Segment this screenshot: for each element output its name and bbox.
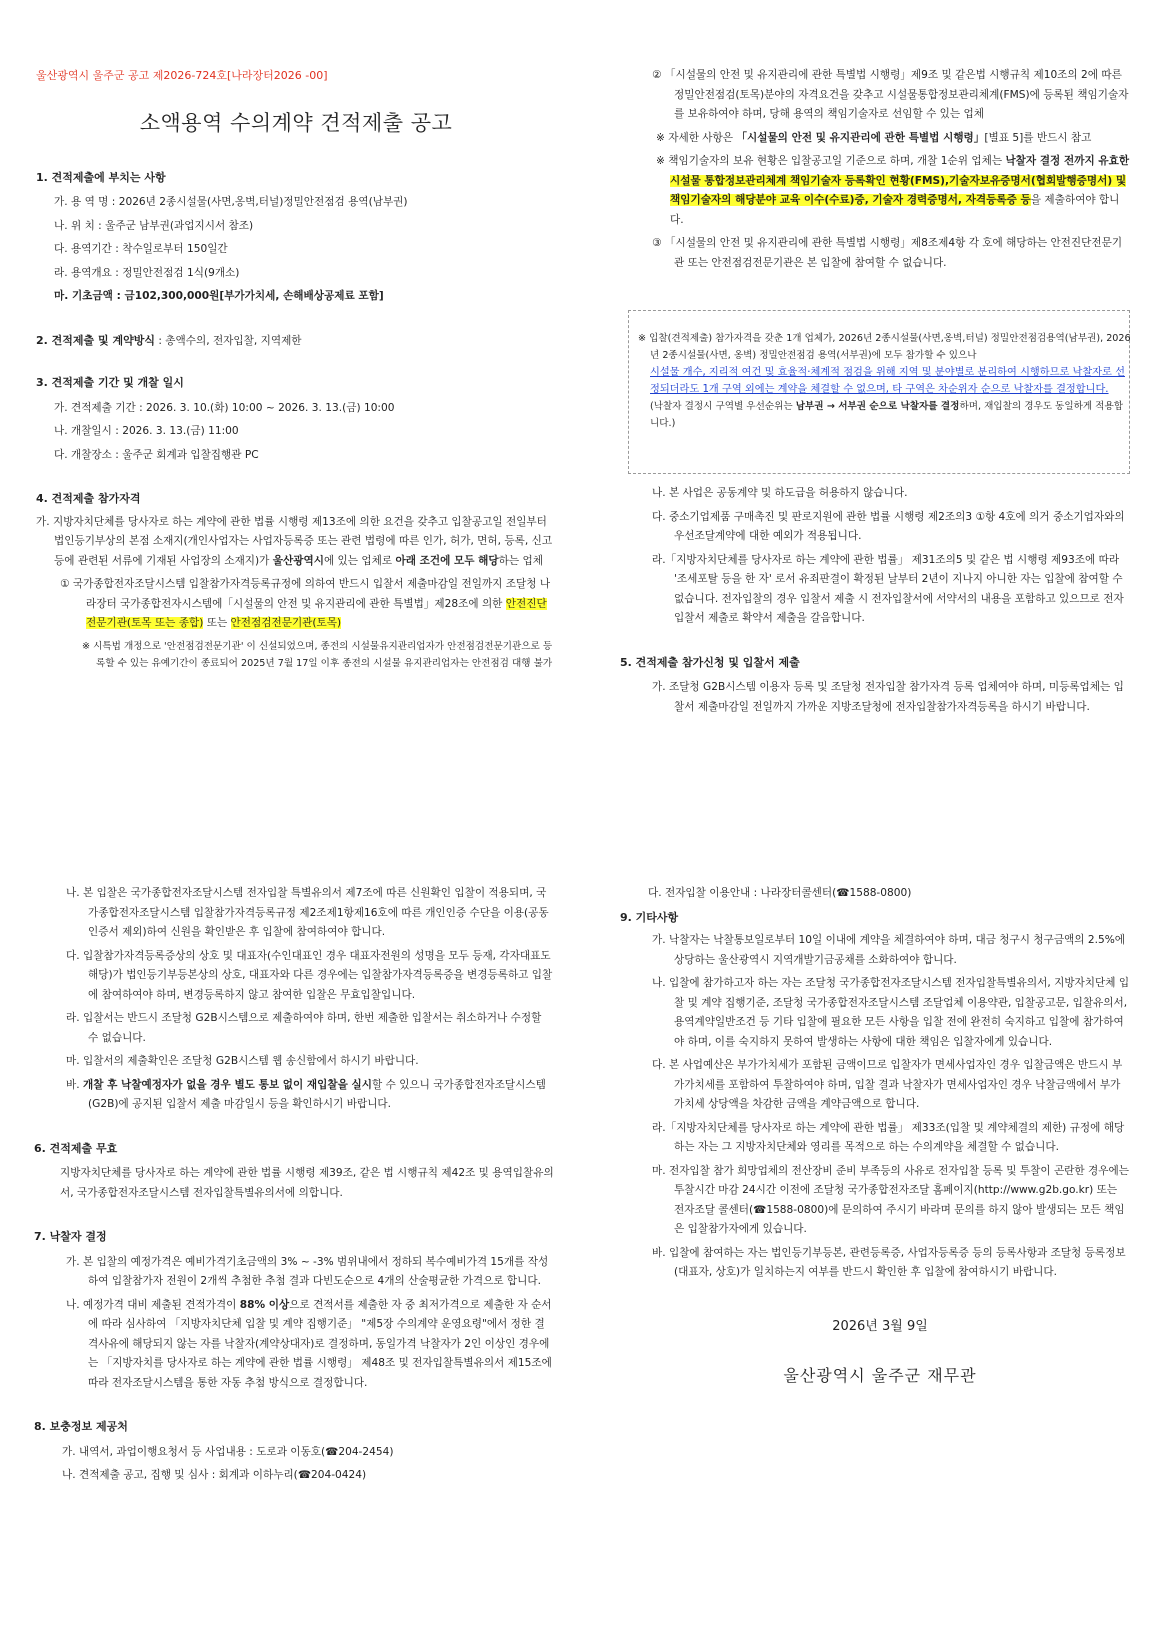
box-blue-text: 시설물 개수, 지리적 여건 및 효율적·체계적 점검을 위해 지역 및 분야별로 분리하여 시행하므로 낙찰자로 선정되더라도 1개 구역 외에는 계약을 체결할 수 없으며, 타 구역은 차순위자 순으로 낙찰자를 결정합니다.	[650, 367, 1125, 395]
section-2	[36, 331, 556, 352]
note1-law: 「시설물의 안전 및 유지관리에 관한 특별법 시행령」	[736, 131, 985, 144]
s4-ga-text: 가. 지방자치단체를 당사자로 하는 계약에 관한 법률 시행령 제13조에 의한 요건을 갖추고 입찰공고일 전일부터 법인등기부상의 본점 소재지(개인사업자는 사업자등록증 또는 관련 법령에 따른 인가, 허가, 면허, 등록, 신고 등에 관련된 서류에 기재된 사업장의 소재지)가	[36, 515, 553, 567]
s4-ra: 라.「지방자치단체를 당사자로 하는 계약에 관한 법률」 제31조의5 및 같은 법 시행령 제93조에 따라 '조세포탈 등을 한 자' 로서 유죄판결이 확정된 날부터 2년이 지나지 아니한 자는 입찰에 참여할 수 없습니다. 전자입찰의 경우 입찰서 제출 시 전자입찰서에 서약서의 내용을 포함하고 있으므로 전자입찰서 제출로 확약서 제출을 갈음합니다.	[652, 553, 1124, 624]
s7-na-bold: 88% 이상	[239, 1298, 290, 1311]
s9-ga: 가. 낙찰자는 낙찰통보일로부터 10일 이내에 계약을 체결하여야 하며, 대금 청구시 청구금액의 2.5%에 상당하는 울산광역시 지역개발기금공채를 소화하여야 합니다.	[652, 934, 1126, 966]
s3-item: 가. 견적제출 기간 : 2026. 3. 10.(화) 10:00 ~ 2026. 3. 13.(금) 10:00	[54, 401, 395, 414]
top-left-column	[36, 66, 556, 672]
section-3-heading: 3. 견적제출 기간 및 개찰 일시	[36, 376, 184, 389]
section-5-heading: 5. 견적제출 참가신청 및 입찰서 제출	[620, 655, 800, 669]
s5-ba-bold: 개찰 후 낙찰예정자가 없을 경우 별도 통보 없이 재입찰을 실시	[82, 1078, 372, 1091]
s4-da: 다. 중소기업제품 구매촉진 및 판로지원에 관한 법률 시행령 제2조의3 ①항 4호에 의거 중소기업자와의 우선조달계약에 대한 예외가 적용됩니다.	[652, 510, 1125, 542]
s4-condition-1-note: ※ 시특법 개정으로 '안전점검전문기관' 이 신설되었으며, 종전의 시설물유지관리업자가 안전점검전문기관으로 등록할 수 있는 유예기간이 종료되어 2025년 7월 17일 이후 종전의 시설물 유지관리업자는 안전점검 대행 불가	[82, 640, 553, 669]
note2-text2: 을 제출하여야 합니다.	[670, 194, 1120, 226]
notice-box-content	[638, 330, 1132, 432]
box-text: ※ 입찰(견적제출) 참가자격을 갖춘 1개 업체가, 2026년 2종시설물(사면,옹벽,터널) 정밀안전점검용역(남부권), 2026년 2종시설물(사면, 옹벽) 정밀안전점검 용역(서부권)에 모두 참가할 수 있으나	[638, 333, 1131, 361]
s5-ba-prefix: 바.	[66, 1078, 83, 1091]
s1-item-base-amount: 마. 기초금액 : 금102,300,000원[부가가치세, 손해배상공제료 포함]	[54, 290, 384, 302]
notice-number: 울산광역시 울주군 공고 제2026-724호[나라장터2026 -00]	[36, 69, 328, 82]
box-order: 남부권 → 서부권 순으로 낙찰자를 결정	[795, 401, 960, 412]
section-1-heading: 1. 견적제출에 부치는 사항	[36, 170, 166, 184]
s4-condition-3: ③ 「시설물의 안전 및 유지관리에 관한 특별법 시행령」제8조제4항 각 호에 해당하는 안전진단전문기관 또는 안전점검전문기관은 본 입찰에 참여할 수 없습니다.	[652, 237, 1123, 269]
s1-item: 라. 용역개요 : 정밀안전점검 1식(9개소)	[54, 266, 240, 279]
section-4-heading: 4. 견적제출 참가자격	[36, 492, 141, 505]
s1-item: 다. 용역기간 : 착수일로부터 150일간	[54, 243, 228, 255]
s1-item: 가. 용 역 명 : 2026년 2종시설물(사면,옹벽,터널)정밀안전점검 용역(남부권)	[54, 196, 408, 208]
s5-ma: 마. 입찰서의 제출확인은 조달청 G2B시스템 웹 송신함에서 하시기 바랍니다.	[66, 1055, 419, 1067]
s8-item: 나. 견적제출 공고, 집행 및 심사 : 회계과 이하누리(☎204-0424)	[62, 1469, 367, 1481]
box-text2: (낙찰자 결정시 구역별 우선순위는	[650, 401, 796, 412]
bottom-left-column	[34, 884, 554, 1486]
s1-item: 나. 위 치 : 울주군 남부권(과업지시서 참조)	[54, 219, 254, 232]
note2-bold: 낙찰자 결정 전까지 유효한	[1005, 155, 1130, 167]
c1-text2: 또는	[203, 617, 231, 629]
c1-text: ① 국가종합전자조달시스템 입찰참가자격등록규정에 의하여 반드시 입찰서 제출마감일 전일까지 조달청 나라장터 국가종합전자시스템에「시설물의 안전 및 유지관리에 관한 특별법」제28조에 의한	[60, 578, 551, 610]
page-title: 소액용역 수의계약 견적제출 공고	[139, 110, 453, 135]
s4-ga-condition: 아래 조건에 모두 해당	[395, 554, 499, 567]
section-7-heading: 7. 낙찰자 결정	[34, 1230, 107, 1243]
section-6-heading: 6. 견적제출 무효	[34, 1141, 118, 1155]
s5-ra: 라. 입찰서는 반드시 조달청 G2B시스템으로 제출하여야 하며, 한번 제출한 입찰서는 취소하거나 수정할 수 없습니다.	[66, 1012, 542, 1044]
issue-date: 2026년 3월 9일	[832, 1318, 928, 1334]
s6-text: 지방자치단체를 당사자로 하는 계약에 관한 법률 시행령 제39조, 같은 법 시행규칙 제42조 및 용역입찰유의서, 국가종합전자조달시스템 전자입찰특별유의서에 의합니다.	[60, 1167, 554, 1199]
box-text3: 하며, 재입찰의 경우도 동일하게 적용합니다.)	[650, 401, 1123, 429]
s7-na-text: 나. 예정가격 대비 제출된 견적가격이	[66, 1298, 240, 1311]
note2-highlight: 시설물 통합정보관리체계 책임기술자 등록확인 현황(FMS),기술자보유증명서(협회발행증명서) 및 책임기술자의 해당분야 교육 이수(수료)증, 기술자 경력증명서, 자격등록증 등	[670, 174, 1127, 206]
issuer-signature: 울산광역시 울주군 재무관	[783, 1366, 977, 1385]
s9-ba: 바. 입찰에 참여하는 자는 법인등기부등본, 관련등록증, 사업자등록증 등의 등록사항과 조달청 등록정보(대표자, 상호)가 일치하는지 여부를 반드시 확인한 후 입찰에 참여하시기 바랍니다.	[652, 1246, 1126, 1278]
s4-condition-2-note-1	[630, 129, 1130, 149]
s5-na: 나. 본 입찰은 국가종합전자조달시스템 전자입찰 특별유의서 제7조에 따른 신원확인 입찰이 적용되며, 국가종합전자조달시스템 입찰참가자격등록규정 제2조제1항제16호에 따른 개인인증 수단을 이용(공동인증서 제외)하여 신원을 확인받은 후 입찰에 참여하여야 합니다.	[66, 887, 549, 938]
s3-item: 나. 개찰일시 : 2026. 3. 13.(금) 11:00	[54, 425, 239, 437]
s8-item: 다. 전자입찰 이용안내 : 나라장터콜센터(☎1588-0800)	[648, 887, 912, 899]
c1-highlight-2: 안전점검전문기관(토목)	[230, 617, 342, 629]
c1-highlight-1: 안전진단전문기관(토목 또는 종합)	[86, 597, 547, 629]
s7-ga: 가. 본 입찰의 예정가격은 예비가격기초금액의 3% ~ -3% 범위내에서 정하되 복수예비가격 15개를 작성하여 입찰참가자 전원이 2개씩 추첨한 추첨 결과 다빈도순으로 4개의 산술평균한 가격으로 합니다.	[66, 1255, 549, 1287]
s9-ra: 라.「지방자치단체를 당사자로 하는 계약에 관한 법률」 제33조(입찰 및 계약체결의 제한) 규정에 해당하는 자는 그 지방자치단체와 영리를 목적으로 하는 수의계약을 체결할 수 없습니다.	[652, 1121, 1125, 1153]
s4-ga-city: 울산광역시	[272, 554, 324, 567]
note1-text2: [별표 5]를 반드시 참고	[984, 131, 1092, 144]
s9-na: 나. 입찰에 참가하고자 하는 자는 조달청 국가종합전자조달시스템 전자입찰특별유의서, 지방자치단체 입찰 및 계약 집행기준, 조달청 국가종합전자조달시스템 조달업체 이용약관, 입찰공고문, 입찰유의서, 용역계약일반조건 등 기타 입찰에 필요한 모든 사항을 입찰 전에 완전히 숙지하고 입찰에 참가하여야 하며, 이를 숙지하지 못하여 발생하는 사항에 대한 책임은 입찰자에게 있습니다.	[652, 977, 1130, 1048]
s7-na	[44, 1296, 554, 1394]
s4-condition-2: ② 「시설물의 안전 및 유지관리에 관한 특별법 시행령」제9조 및 같은법 시행규칙 제10조의 2에 따른 정밀안전점검(토목)분야의 자격요건을 갖추고 시설물통합정보관리체계(FMS)에 등록된 책임기술자를 보유하여야 하며, 당해 용역의 책임기술자로 선임할 수 있는 업체	[652, 69, 1129, 120]
note1-text: ※ 자세한 사항은	[656, 131, 737, 144]
note2-text: ※ 책임기술자의 보유 현황은 입찰공고일 기준으로 하며, 개찰 1순위 업체는	[656, 155, 1006, 167]
s3-item: 다. 개찰장소 : 울주군 회계과 입찰집행관 PC	[54, 448, 259, 461]
s4-ga	[36, 513, 556, 572]
s8-item: 가. 내역서, 과업이행요청서 등 사업내용 : 도로과 이동호(☎204-2454)	[62, 1445, 394, 1458]
s4-na: 나. 본 사업은 공동계약 및 하도급을 허용하지 않습니다.	[652, 487, 908, 499]
s5-ga: 가. 조달청 G2B시스템 이용자 등록 및 조달청 전자입찰 참가자격 등록 업체여야 하며, 미등록업체는 입찰서 제출마감일 전일까지 가까운 지방조달청에 전자입찰참가자격등록을 하시기 바랍니다.	[652, 681, 1124, 713]
s4-ga-text3: 하는 업체	[498, 554, 543, 567]
top-right-column-2	[620, 484, 1130, 717]
s5-ba	[44, 1076, 554, 1115]
s9-ma: 마. 전자입찰 참가 희망업체의 전산장비 준비 부족등의 사유로 전자입찰 등록 및 투찰이 곤란한 경우에는 투찰시간 마감 24시간 이전에 조달청 국가종합전자조달 홈페이지(http://www.g2b.go.kr) 또는 전자조달 콜센터(☎1588-0800)에 문의하여 주시기 바라며 문의를 하지 않아 발생되는 모든 책임은 입찰참가자에게 있습니다.	[652, 1164, 1129, 1235]
section-8-heading: 8. 보충정보 제공처	[34, 1420, 128, 1433]
s4-ga-text2: 에 있는 업체로	[323, 554, 396, 567]
s7-na-text2: 으로 견적서를 제출한 자 중 최저가격으로 제출한 자 순서에 따라 심사하여 「지방자치단체 입찰 및 계약 집행기준」 "제5장 수의계약 운영요령"에서 정한 결격사유에 해당되지 않는 자를 낙찰자(계약상대자)로 결정하며, 동일가격 낙찰자가 2인 이상인 경우에는 「지방자치를 당사자로 하는 계약에 관한 법률 시행령」 제48조 및 전자입찰특별유의서 제15조에 따라 전자조달시스템을 통한 자동 추첨 방식으로 결정합니다.	[88, 1298, 552, 1389]
s4-condition-2-note-2	[630, 152, 1130, 230]
section-2-heading: 2. 견적제출 및 계약방식	[36, 333, 155, 347]
s5-ba-text: 할 수 있으니 국가종합전자조달시스템(G2B)에 공지된 입찰서 제출 마감일시 등을 확인하시기 바랍니다.	[88, 1078, 546, 1110]
s5-da: 다. 입찰참가자격등록증상의 상호 및 대표자(수인대표인 경우 대표자전원의 성명을 모두 등재, 각자대표도 해당)가 법인등기부등본상의 상호, 대표자와 다른 경우에는 입찰참가자격등록증을 변경등록하고 입찰에 참여하여야 하며, 변경등록하지 않고 참여한 입찰은 무효입찰입니다.	[66, 949, 553, 1001]
section-9-heading: 9. 기타사항	[620, 910, 679, 924]
top-right-column	[630, 66, 1130, 273]
s9-da: 다. 본 사업예산은 부가가치세가 포함된 금액이므로 입찰자가 면세사업자인 경우 입찰금액은 반드시 부가가치세를 포함하여 투찰하여야 하며, 입찰 결과 낙찰자가 면세사업자인 경우 낙찰금액에서 부가가치세 상당액을 차감한 금액을 계약금액으로 합니다.	[652, 1059, 1123, 1110]
s4-condition-1	[36, 575, 556, 634]
bottom-right-column	[620, 884, 1130, 1386]
section-2-text: : 총액수의, 전자입찰, 지역제한	[154, 334, 302, 347]
